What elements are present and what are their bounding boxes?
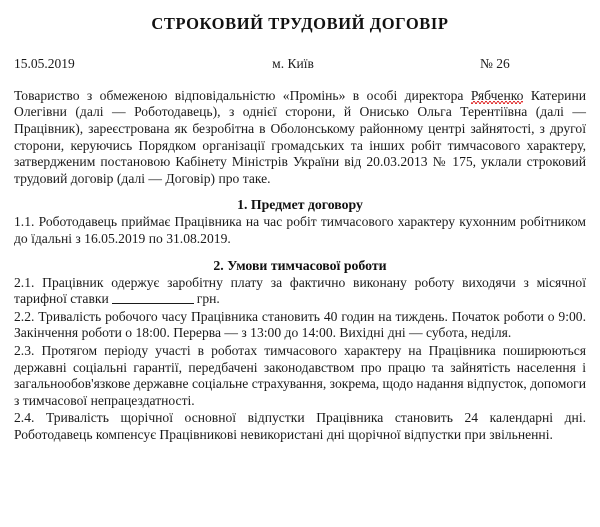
- intro-paragraph: [14, 88, 586, 188]
- contract-city: м. Київ: [272, 55, 314, 71]
- tariff-rate-blank[interactable]: [112, 303, 194, 304]
- intro-text-before: Товариство з обмеженою відповідальністю «Промінь» в особі директора: [14, 87, 471, 103]
- clause-2-3: 2.3. Протягом періоду участі в роботах тимчасового характеру на Працівника поширюються державні соціальні гарантії, передбачені законодавством про працю та зайнятість населення і загальнообов'язкове державне соціальне страхування, зокрема, щодо надання відпусток, допомоги з тимчасової непрацездатності.: [14, 342, 586, 408]
- clause-2-1-text-after: грн.: [196, 291, 220, 307]
- misspelled-word-ryabchenko: Рябченко: [470, 87, 524, 103]
- intro-text-after: Катерини Олегівни (далі — Роботодавець), з однієї сторони, й Онисько Ольга Терентіївна (далі — Працівник), зареєстрована як безробітна в Оболонському районному центрі зайнятості, з другої сторони, керуючись Порядком організації громадських та інших робіт тимчасового характеру, затвердженим постановою Кабінету Міністрів України від 20.03.2013 № 175, уклали строковий трудовий договір (далі — Договір) про таке.: [14, 87, 586, 186]
- section-heading-1: 1. Предмет договору: [237, 197, 363, 213]
- contract-date: 15.05.2019: [14, 55, 75, 71]
- contract-number: № 26: [480, 55, 510, 71]
- section-heading-2: 2. Умови тимчасової роботи: [213, 257, 387, 273]
- clause-2-4: 2.4. Тривалість щорічної основної відпустки Працівника становить 24 календарні дні. Роботодавець компенсує Працівникові невикористані дні щорічної відпустки при звільненні.: [14, 410, 586, 442]
- clause-2-2: 2.2. Тривалість робочого часу Працівника становить 40 годин на тиждень. Початок роботи о 9:00. Закінчення роботи о 18:00. Перерва — з 13:00 до 14:00. Вихідні дні — субота, неділя.: [14, 308, 586, 341]
- clause-2-1: [14, 275, 586, 308]
- clause-1-1: 1.1. Роботодавець приймає Працівника на час робіт тимчасового характеру кухонним робітником до їдальні з 16.05.2019 по 31.08.2019.: [14, 214, 586, 246]
- clause-2-1-text-before: 2.1. Працівник одержує заробітну плату за фактично виконану роботу виходячи з місячної тарифної ставки: [14, 274, 586, 307]
- document-meta-row: [14, 54, 586, 73]
- document-title: СТРОКОВИЙ ТРУДОВИЙ ДОГОВІР: [151, 14, 449, 33]
- document-page: [0, 14, 600, 527]
